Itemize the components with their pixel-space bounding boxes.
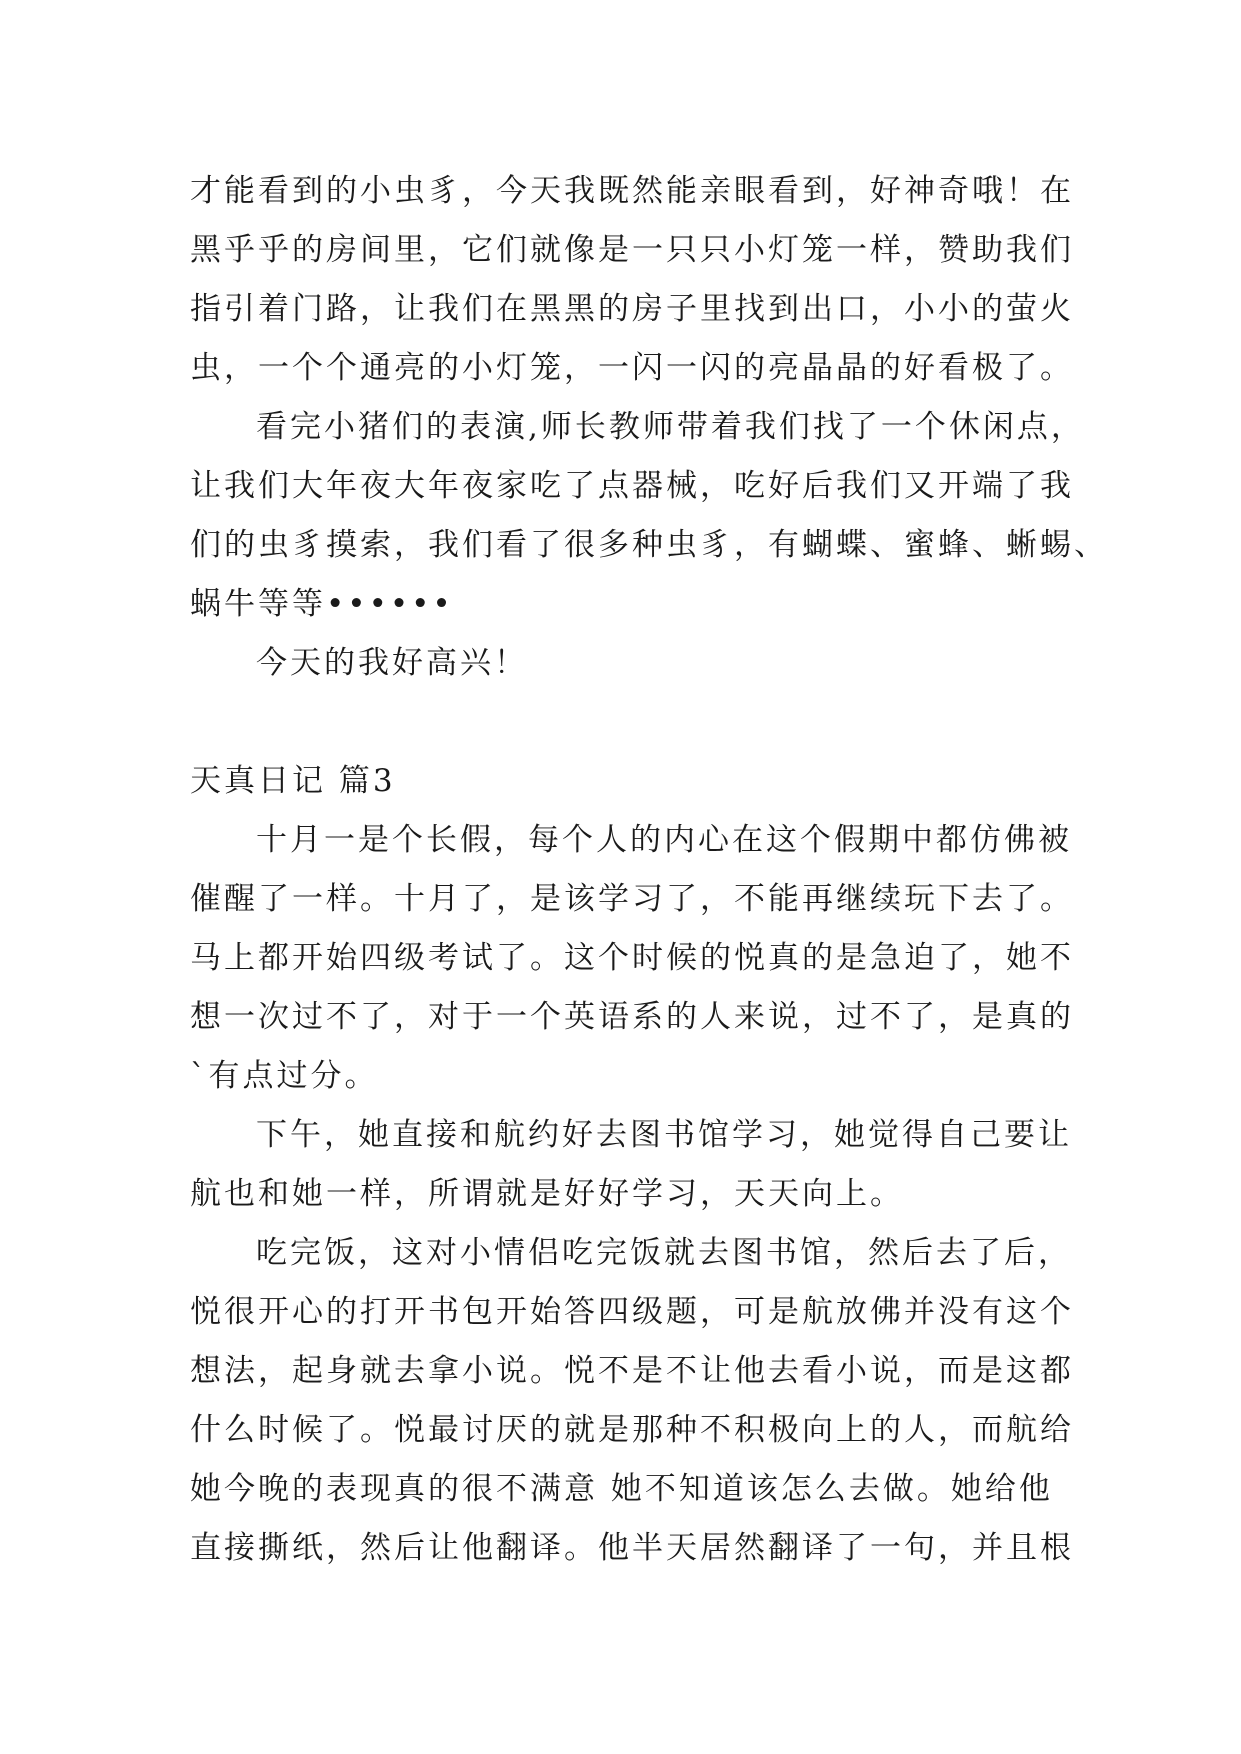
- text-line: 想法，起身就去拿小说。悦不是不让他去看小说，而是这都: [190, 1353, 1074, 1389]
- text-line: `有点过分。: [190, 1058, 379, 1094]
- text-line: 航也和她一样，所谓就是好好学习，天天向上。: [190, 1176, 904, 1212]
- paragraph-first-line: 下午，她直接和航约好去图书馆学习，她觉得自己要让: [256, 1117, 1072, 1153]
- text-line: 想一次过不了，对于一个英语系的人来说，过不了，是真的: [190, 999, 1074, 1035]
- text-line: 什么时候了。悦最讨厌的就是那种不积极向上的人，而航给: [190, 1412, 1074, 1448]
- paragraph-first-line: 十月一是个长假，每个人的内心在这个假期中都仿佛被: [256, 822, 1072, 858]
- text-line: 指引着门路，让我们在黑黑的房子里找到出口，小小的萤火: [190, 291, 1074, 327]
- document-body: [190, 162, 1108, 1578]
- text-line: 才能看到的小虫豸，今天我既然能亲眼看到，好神奇哦！在: [190, 173, 1074, 209]
- paragraph-first-line: 看完小猪们的表演,师长教师带着我们找了一个休闲点，: [256, 409, 1085, 445]
- text-line: 让我们大年夜大年夜家吃了点器械，吃好后我们又开端了我: [190, 468, 1074, 504]
- text-line: 蜗牛等等••••••: [190, 586, 454, 622]
- text-line: 们的虫豸摸索，我们看了很多种虫豸，有蝴蝶、蜜蜂、蜥蜴、: [190, 527, 1108, 563]
- text-line: 直接撕纸，然后让他翻译。他半天居然翻译了一句，并且根: [190, 1530, 1074, 1566]
- text-line: 催醒了一样。十月了，是该学习了，不能再继续玩下去了。: [190, 881, 1074, 917]
- text-line: 她今晚的表现真的很不满意 她不知道该怎么去做。她给他: [190, 1471, 1053, 1507]
- section-heading: 天真日记 篇3: [190, 763, 396, 799]
- text-line: 马上都开始四级考试了。这个时候的悦真的是急迫了，她不: [190, 940, 1074, 976]
- text-line: 黑乎乎的房间里，它们就像是一只只小灯笼一样，赞助我们: [190, 232, 1074, 268]
- paragraph-first-line: 吃完饭，这对小情侣吃完饭就去图书馆，然后去了后，: [256, 1235, 1072, 1271]
- text-line: 悦很开心的打开书包开始答四级题，可是航放佛并没有这个: [190, 1294, 1074, 1330]
- paragraph-first-line: 今天的我好高兴！: [256, 645, 528, 681]
- text-line: 虫，一个个通亮的小灯笼，一闪一闪的亮晶晶的好看极了。: [190, 350, 1074, 386]
- section-spacer: [190, 693, 1070, 752]
